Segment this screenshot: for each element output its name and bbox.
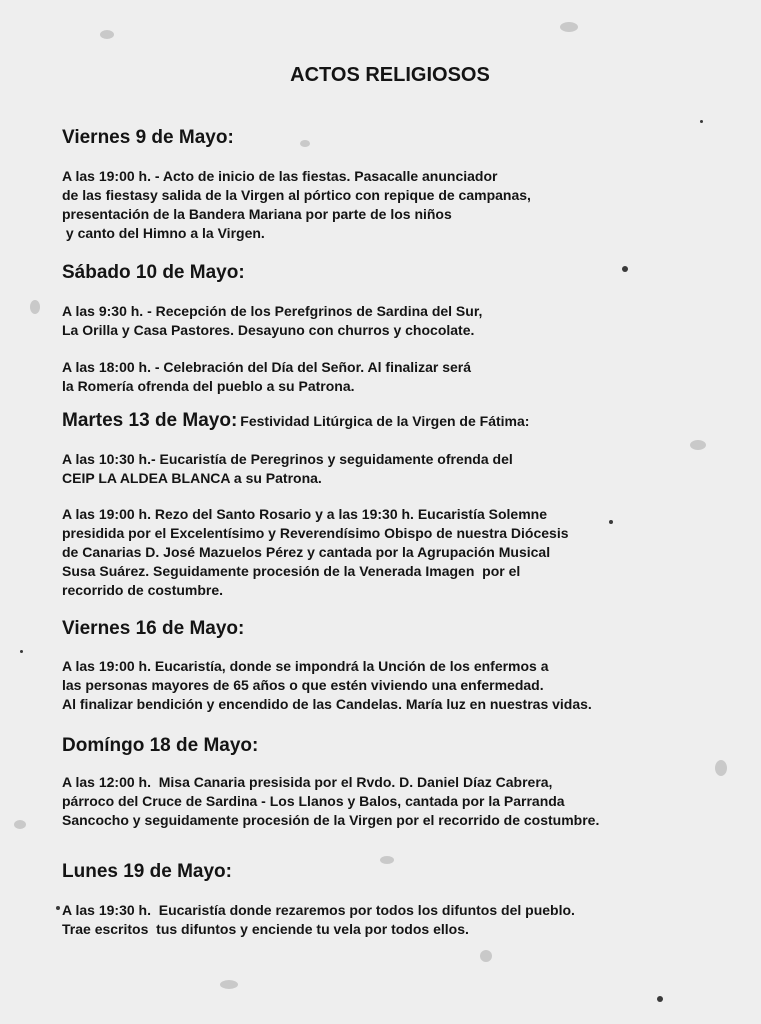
event-paragraph: A las 19:00 h. Eucaristía, donde se impondrá la Unción de los enfermos a las personas mayores de 65 años o que estén viviendo una enfermedad. Al finalizar bendición y encendido de las Candelas. María luz en nuestras vidas. (62, 658, 592, 712)
paper-speck (14, 820, 26, 829)
paper-speck (609, 520, 613, 524)
paper-speck (380, 856, 394, 864)
event-paragraph: A las 12:00 h. Misa Canaria presisida por el Rvdo. D. Daniel Díaz Cabrera, párroco del Cruce de Sardina - Los Llanos y Balos, cantada por la Parranda Sancocho y seguidamente procesión de la Virgen por el recorrido de costumbre. (62, 774, 600, 828)
paper-speck (715, 760, 727, 776)
paper-speck (56, 906, 60, 910)
event-paragraph: A las 9:30 h. - Recepción de los Perefgrinos de Sardina del Sur, La Orilla y Casa Pastores. Desayuno con churros y chocolate. (62, 303, 483, 338)
day-heading: Lunes 19 de Mayo: (62, 861, 232, 882)
event-paragraph: A las 19:30 h. Eucaristía donde rezaremos por todos los difuntos del pueblo. Trae escritos tus difuntos y enciende tu vela por todos ellos. (62, 902, 575, 937)
paper-speck (480, 950, 492, 962)
paper-speck (560, 22, 578, 32)
day-heading-title: Martes 13 de Mayo: (62, 410, 238, 431)
event-paragraph: A las 18:00 h. - Celebración del Día del Señor. Al finalizar será la Romería ofrenda del pueblo a su Patrona. (62, 359, 472, 394)
day-heading (62, 410, 529, 432)
page-title: ACTOS RELIGIOSOS (290, 64, 490, 86)
day-heading-subtitle: Festividad Litúrgica de la Virgen de Fátima: (240, 413, 530, 429)
paper-speck (220, 980, 238, 989)
day-heading: Viernes 16 de Mayo: (62, 618, 245, 639)
paper-speck (30, 300, 40, 314)
event-paragraph: A las 10:30 h.- Eucaristía de Peregrinos y seguidamente ofrenda del CEIP LA ALDEA BLANCA a su Patrona. (62, 451, 513, 486)
paper-speck (20, 650, 23, 653)
paper-speck (700, 120, 703, 123)
paper-speck (100, 30, 114, 39)
event-paragraph: A las 19:00 h. - Acto de inicio de las fiestas. Pasacalle anunciador de las fiestasy salida de la Virgen al pórtico con repique de campanas, presentación de la Bandera Mariana por parte de los niños y canto del Himno a la Virgen. (62, 168, 531, 241)
day-heading: Sábado 10 de Mayo: (62, 262, 245, 283)
paper-speck (622, 266, 628, 272)
paper-speck (690, 440, 706, 450)
day-heading: Domíngo 18 de Mayo: (62, 735, 259, 756)
paper-speck (300, 140, 310, 147)
event-paragraph: A las 19:00 h. Rezo del Santo Rosario y a las 19:30 h. Eucaristía Solemne presidida por el Excelentísimo y Reverendísimo Obispo de nuestra Diócesis de Canarias D. José Mazuelos Pérez y cantada por la Agrupación Musical Susa Suárez. Seguidamente procesión de la Venerada Imagen por el recorrido de costumbre. (62, 506, 569, 598)
day-heading: Viernes 9 de Mayo: (62, 127, 234, 148)
paper-speck (657, 996, 663, 1002)
